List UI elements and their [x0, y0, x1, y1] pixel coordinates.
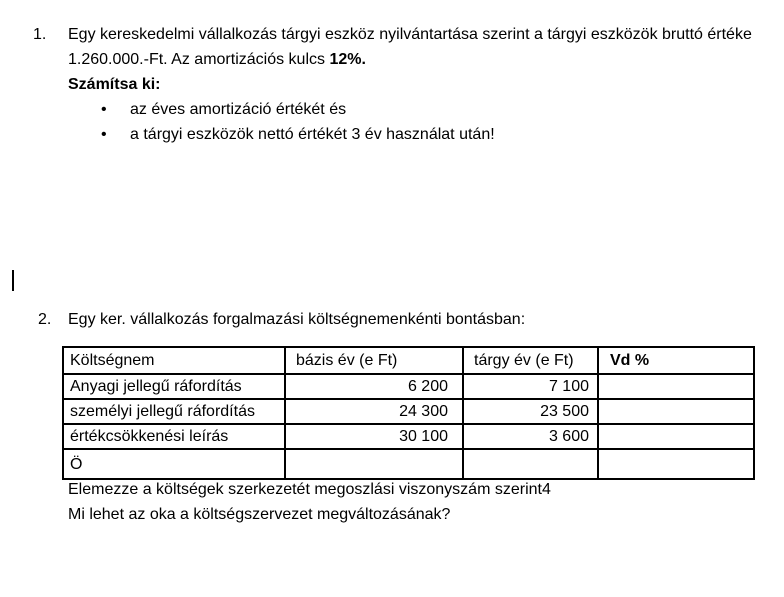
problem-1-number: 1.	[33, 26, 47, 43]
bullet-item	[68, 97, 774, 122]
table-row	[63, 399, 754, 424]
table-row-total	[63, 449, 754, 479]
cell-cost-name: Ö	[63, 449, 285, 479]
header-cell-cost-type: Költségnem	[63, 347, 285, 374]
problem-1-amortization-rate: 12%.	[329, 51, 366, 68]
cell-target-year: 3 600	[463, 424, 598, 449]
cell-cost-name: értékcsökkenési leírás	[63, 424, 285, 449]
table-header-row	[63, 347, 754, 374]
cell-base-year	[285, 449, 463, 479]
costs-table	[62, 346, 755, 480]
bullet-icon: •	[101, 126, 107, 143]
cell-cost-name: Anyagi jellegű ráfordítás	[63, 374, 285, 399]
bullet-item-label: az éves amortizáció értékét és	[130, 101, 347, 118]
problem-2-questions	[68, 477, 774, 527]
cell-vd-percent	[598, 449, 754, 479]
cell-base-year: 30 100	[285, 424, 463, 449]
cell-target-year: 23 500	[463, 399, 598, 424]
problem-1-line-2	[68, 47, 774, 72]
problem-1-line-1: Egy kereskedelmi vállalkozás tárgyi eszköz nyilvántartása szerint a tárgyi eszközök bruttó értéke	[68, 26, 752, 43]
cell-vd-percent	[598, 399, 754, 424]
header-cell-target-year: tárgy év (e Ft)	[463, 347, 598, 374]
problem-1-subheading: Számítsa ki:	[68, 76, 161, 93]
cell-base-year: 6 200	[285, 374, 463, 399]
table-row	[63, 424, 754, 449]
problem-1-line-2-text: 1.260.000.-Ft. Az amortizációs kulcs	[68, 51, 330, 68]
table-row	[63, 374, 754, 399]
bullet-icon: •	[101, 101, 107, 118]
cell-target-year	[463, 449, 598, 479]
header-cell-base-year: bázis év (e Ft)	[285, 347, 463, 374]
cell-vd-percent	[598, 424, 754, 449]
bullet-item-label: a tárgyi eszközök nettó értékét 3 év használat után!	[130, 126, 495, 143]
cell-target-year: 7 100	[463, 374, 598, 399]
cell-base-year: 24 300	[285, 399, 463, 424]
question-analyze: Elemezze a költségek szerkezetét megoszlási viszonyszám szerint4	[68, 481, 551, 498]
bullet-item	[68, 122, 774, 147]
problem-2-intro: Egy ker. vállalkozás forgalmazási költségnemenkénti bontásban:	[68, 311, 526, 328]
cell-vd-percent	[598, 374, 754, 399]
problem-2-number: 2.	[38, 311, 52, 328]
text-cursor	[12, 270, 14, 291]
question-reason: Mi lehet az oka a költségszervezet megváltozásának?	[68, 506, 451, 523]
header-cell-vd-percent: Vd %	[598, 347, 754, 374]
cell-cost-name: személyi jellegű ráfordítás	[63, 399, 285, 424]
problem-1-block	[68, 22, 774, 147]
